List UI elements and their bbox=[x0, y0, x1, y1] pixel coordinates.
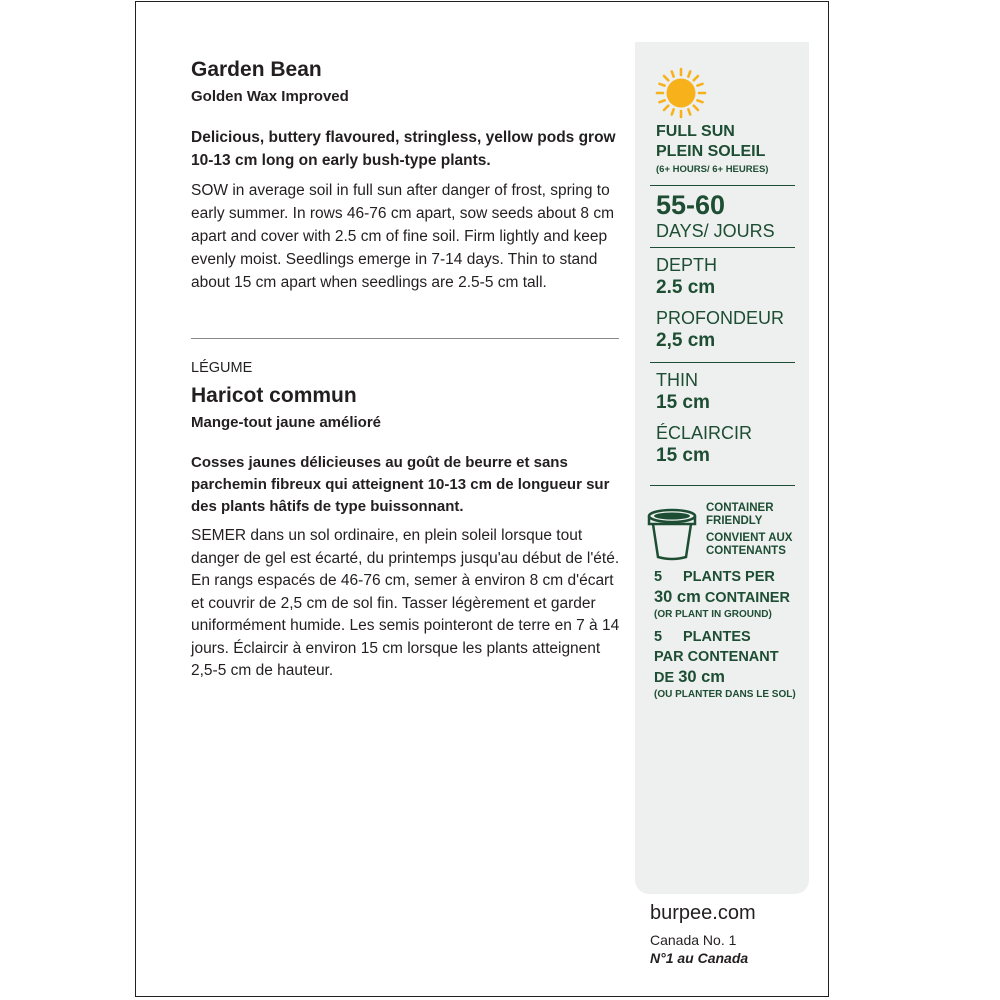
plants-per-label: PLANTS PER bbox=[683, 569, 775, 585]
thin-info bbox=[656, 369, 806, 468]
sun-icon bbox=[655, 67, 707, 119]
sun-hours-note: (6+ HOURS/ 6+ HEURES) bbox=[656, 164, 769, 175]
sun-requirement bbox=[656, 122, 806, 176]
profondeur-value: 2,5 cm bbox=[656, 330, 716, 351]
french-description: Cosses jaunes délicieuses au goût de beurre et sans parchemin fibreux qui atteignent 10-13 cm de longueur sur des plants hâtifs de type buissonnant. bbox=[191, 454, 610, 515]
english-title: Garden Bean bbox=[191, 58, 322, 81]
english-description: Delicious, buttery flavoured, stringless, yellow pods grow 10-13 cm long on early bush-type plants. bbox=[191, 129, 616, 169]
container-size-en: 30 cm bbox=[654, 588, 701, 606]
french-sowing-instructions: SEMER dans un sol ordinaire, en plein soleil lorsque tout danger de gel est écarté, du printemps jusqu'au début de l'été. En rangs espacés de 46-76 cm, semer à environ 8 cm d'écart et couvrir de 2,5 cm de sol fin. Tasser légèrement et garder uniformément humide. Les semis pointeront de terre en 7 à 14 jours. Éclaircir à environ 15 cm lorsque les plants atteignent 2,5-5 cm de hauteur. bbox=[191, 527, 620, 679]
panel-divider bbox=[650, 185, 795, 186]
thin-label: THIN bbox=[656, 370, 698, 390]
website-link[interactable]: burpee.com bbox=[650, 902, 756, 924]
french-category: LÉGUME bbox=[191, 360, 253, 376]
container-friendly-label bbox=[706, 502, 806, 558]
seed-packet-back bbox=[135, 1, 829, 997]
days-value: 55-60 bbox=[656, 190, 726, 220]
english-variety: Golden Wax Improved bbox=[191, 88, 349, 105]
par-contenant-label: PAR CONTENANT bbox=[654, 649, 779, 665]
grade-fr: N°1 au Canada bbox=[650, 950, 749, 966]
plant-in-ground-note: (OR PLANT IN GROUND) bbox=[654, 609, 772, 620]
depth-info bbox=[656, 254, 806, 353]
profondeur-label: PROFONDEUR bbox=[656, 308, 785, 328]
grade-en: Canada No. 1 bbox=[650, 932, 737, 948]
plants-per-container-en bbox=[654, 567, 810, 621]
thin-value: 15 cm bbox=[656, 392, 710, 413]
english-sowing-instructions: SOW in average soil in full sun after danger of frost, spring to early summer. In rows 46-76 cm apart, sow seeds about 8 cm apart and cover with 2.5 cm of fine soil. Firm lightly and keep evenly moist. Seedlings emerge in 7-14 days. Thin to stand about 15 cm apart when seedlings are 2.5-5 cm tall. bbox=[191, 182, 614, 291]
eclaircir-label: ÉCLAIRCIR bbox=[656, 423, 753, 443]
plant-count-fr: 5 bbox=[654, 629, 663, 645]
depth-value: 2.5 cm bbox=[656, 277, 716, 298]
packet-footer bbox=[650, 900, 820, 967]
depth-label: DEPTH bbox=[656, 255, 718, 275]
plants-per-container-fr bbox=[654, 627, 810, 701]
plein-soleil-label: PLEIN SOLEIL bbox=[656, 143, 766, 160]
english-section bbox=[191, 57, 621, 294]
french-variety: Mange-tout jaune amélioré bbox=[191, 414, 382, 431]
full-sun-label: FULL SUN bbox=[656, 123, 735, 140]
french-section bbox=[191, 359, 621, 683]
panel-divider bbox=[650, 247, 795, 248]
container-size-fr: 30 cm bbox=[678, 668, 725, 686]
convient-line: CONVIENT AUX bbox=[706, 532, 793, 544]
french-title: Haricot commun bbox=[191, 384, 357, 407]
growing-info-panel bbox=[635, 42, 809, 894]
plantes-label: PLANTES bbox=[683, 629, 751, 645]
de-label: DE bbox=[654, 670, 675, 686]
container-label: CONTAINER bbox=[704, 590, 790, 606]
contenants-line: CONTENANTS bbox=[706, 545, 786, 557]
plant-count-en: 5 bbox=[654, 569, 663, 585]
eclaircir-value: 15 cm bbox=[656, 445, 710, 466]
container-line: CONTAINER bbox=[706, 502, 774, 514]
section-divider bbox=[191, 338, 619, 339]
pot-icon bbox=[646, 507, 698, 563]
panel-divider bbox=[650, 362, 795, 363]
panel-divider bbox=[650, 485, 795, 486]
days-label: DAYS/ JOURS bbox=[656, 221, 775, 241]
friendly-line: FRIENDLY bbox=[706, 515, 763, 527]
days-to-maturity bbox=[656, 190, 806, 242]
planter-dans-le-sol-note: (OU PLANTER DANS LE SOL) bbox=[654, 689, 796, 700]
